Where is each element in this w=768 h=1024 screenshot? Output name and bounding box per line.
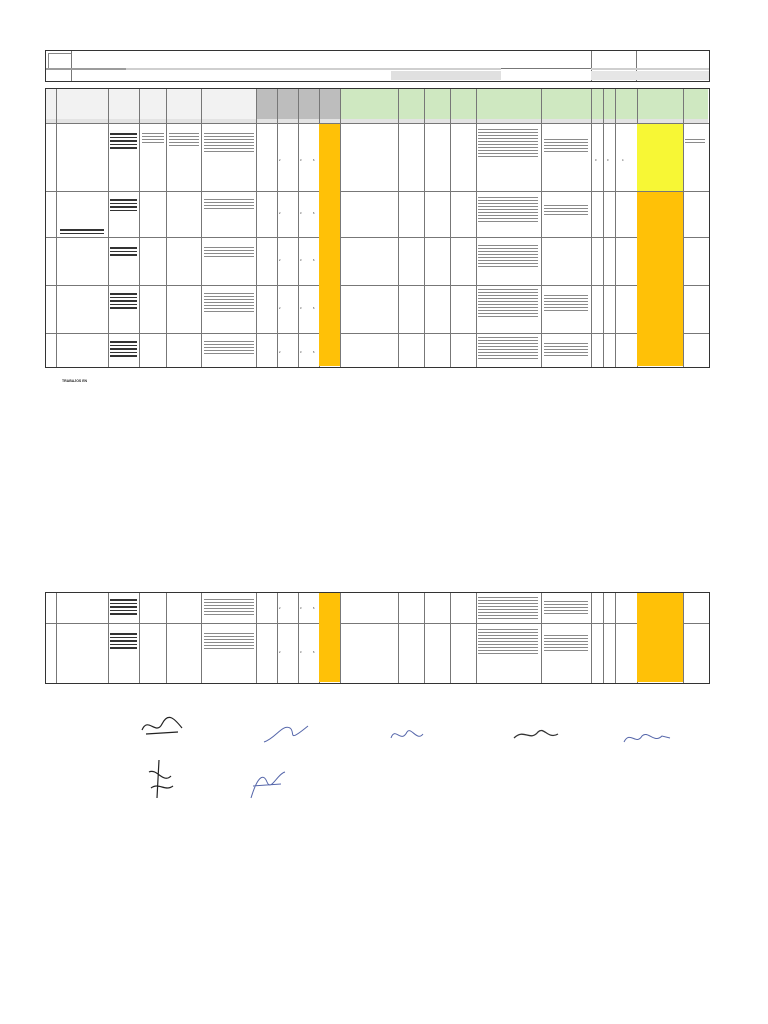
row3-risk-value-3: 6 xyxy=(313,259,315,262)
row2-risk-value-3: 6 xyxy=(313,212,315,215)
document-header xyxy=(45,50,710,82)
header-verification xyxy=(637,89,708,119)
row1-risk-value-2: 3 xyxy=(300,159,302,162)
risk-level-column xyxy=(319,124,340,366)
signature-2 xyxy=(262,718,312,748)
signature-7 xyxy=(245,768,289,802)
residual-value-1: 0 xyxy=(595,159,597,162)
row1-risk-value-1: 2 xyxy=(279,159,281,162)
residual-risk-cells xyxy=(637,192,683,366)
row3-risk-value-2: 3 xyxy=(300,259,302,262)
signature-5 xyxy=(622,728,672,750)
signature-3 xyxy=(387,722,427,748)
residual-value-2: 0 xyxy=(607,159,609,162)
company-logo xyxy=(48,53,72,69)
residual-risk-cell-1 xyxy=(637,124,683,191)
row5-risk-value-3: 6 xyxy=(313,351,315,354)
row7-risk-value-1: 2 xyxy=(279,651,281,654)
signature-6 xyxy=(143,758,177,802)
signature-1 xyxy=(138,712,188,742)
row6-risk-value-1: 2 xyxy=(279,607,281,610)
row4-risk-value-1: 2 xyxy=(279,307,281,310)
row2-risk-value-1: 2 xyxy=(279,212,281,215)
row7-risk-value-3: 6 xyxy=(313,651,315,654)
row4-risk-value-2: 3 xyxy=(300,307,302,310)
risk-matrix-table xyxy=(45,88,710,383)
signature-4 xyxy=(512,722,560,746)
row3-risk-value-1: 2 xyxy=(279,259,281,262)
row1-risk-value-3: 6 xyxy=(313,159,315,162)
row2-risk-value-2: 3 xyxy=(300,212,302,215)
row5-risk-value-1: 2 xyxy=(279,351,281,354)
risk-matrix-continued xyxy=(45,592,710,684)
row6-risk-value-2: 3 xyxy=(300,607,302,610)
header-procedure xyxy=(340,89,398,119)
row4-risk-value-3: 6 xyxy=(313,307,315,310)
header-residual xyxy=(591,89,637,119)
residual-value-3: 4 xyxy=(622,159,624,162)
header-controls xyxy=(398,89,591,119)
row5-risk-value-2: 3 xyxy=(300,351,302,354)
section-label: TRABAJOS EN xyxy=(62,379,88,383)
row6-risk-value-3: 6 xyxy=(313,607,315,610)
row7-risk-value-2: 3 xyxy=(300,651,302,654)
